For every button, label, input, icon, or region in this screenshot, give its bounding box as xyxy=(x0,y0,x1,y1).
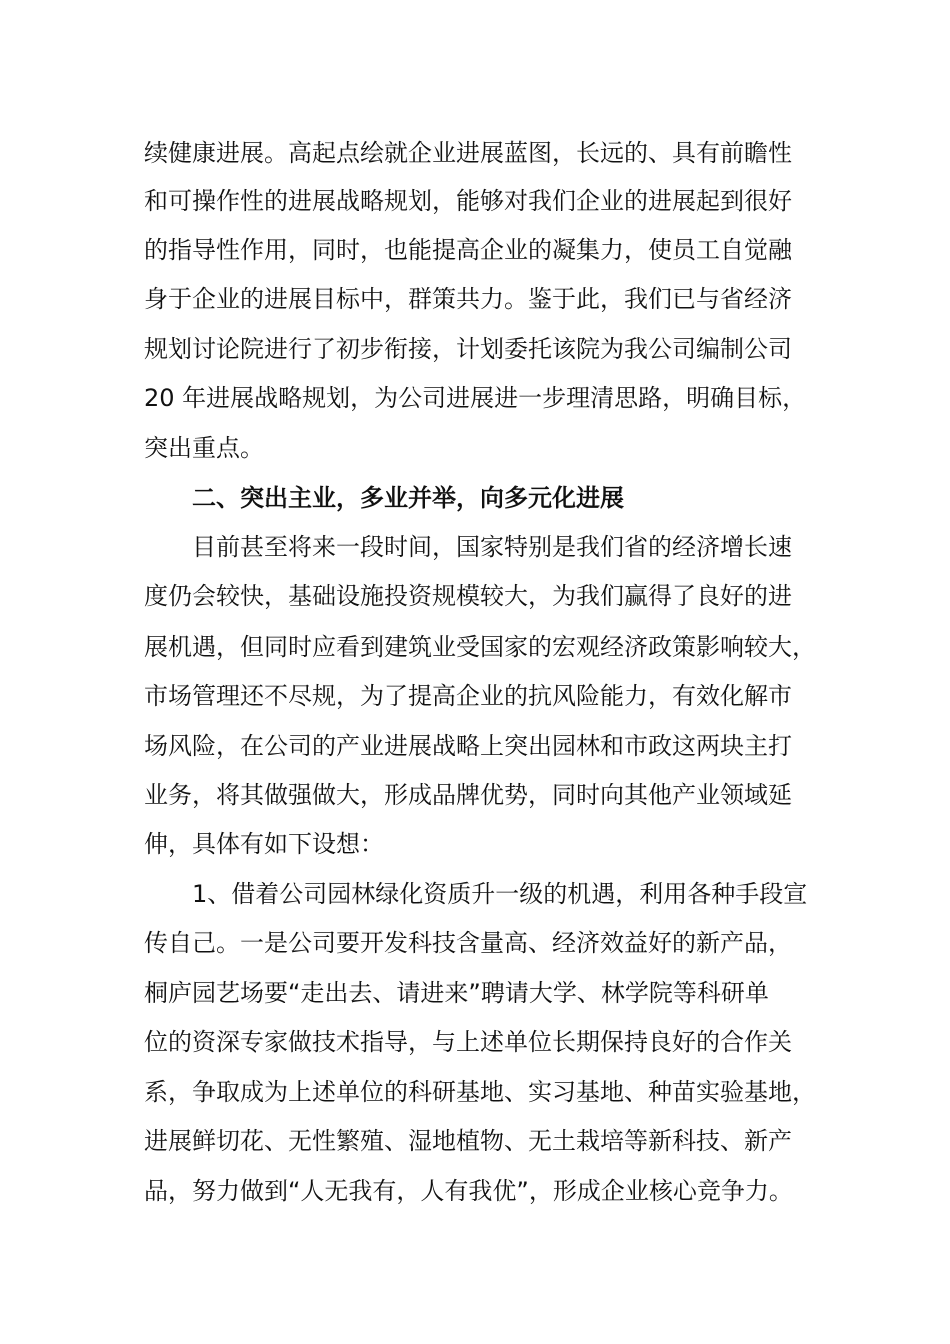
paragraph-line: 和可操作性的进展战略规划，能够对我们企业的进展起到很好 xyxy=(144,187,792,215)
paragraph-line: 续健康进展。高起点绘就企业进展蓝图，长远的、具有前瞻性 xyxy=(144,139,792,167)
paragraph-line: 桐庐园艺场要“走出去、请进来”聘请大学、林学院等科研单 xyxy=(144,979,769,1007)
paragraph-line: 度仍会较快，基础设施投资规模较大，为我们赢得了良好的进 xyxy=(144,582,792,610)
section-heading: 二、突出主业，多业并举，向多元化进展 xyxy=(192,484,624,512)
paragraph-line: 品，努力做到“人无我有，人有我优”，形成企业核心竞争力。 xyxy=(144,1177,793,1205)
paragraph-line: 伸，具体有如下设想： xyxy=(144,830,384,858)
paragraph-line: 位的资深专家做技术指导，与上述单位长期保持良好的合作关 xyxy=(144,1028,792,1056)
paragraph-line: 20 年进展战略规划，为公司进展进一步理清思路，明确目标， xyxy=(144,384,807,412)
paragraph-line: 传自己。一是公司要开发科技含量高、经济效益好的新产品， xyxy=(144,929,792,957)
paragraph-line: 系，争取成为上述单位的科研基地、实习基地、种苗实验基地， xyxy=(144,1078,816,1106)
paragraph-line: 规划讨论院进行了初步衔接，计划委托该院为我公司编制公司 xyxy=(144,335,792,363)
paragraph-line: 场风险，在公司的产业进展战略上突出园林和市政这两块主打 xyxy=(144,732,792,760)
paragraph-line: 市场管理还不尽规，为了提高企业的抗风险能力，有效化解市 xyxy=(144,682,792,710)
paragraph-line: 进展鲜切花、无性繁殖、湿地植物、无土栽培等新科技、新产 xyxy=(144,1127,792,1155)
paragraph-line: 突出重点。 xyxy=(144,434,264,462)
paragraph-line: 业务，将其做强做大，形成品牌优势，同时向其他产业领域延 xyxy=(144,781,792,809)
paragraph-line: 目前甚至将来一段时间，国家特别是我们省的经济增长速 xyxy=(192,533,792,561)
paragraph-line: 身于企业的进展目标中，群策共力。鉴于此，我们已与省经济 xyxy=(144,285,792,313)
paragraph-line: 1、借着公司园林绿化资质升一级的机遇，利用各种手段宣 xyxy=(192,880,808,908)
paragraph-line: 展机遇，但同时应看到建筑业受国家的宏观经济政策影响较大， xyxy=(144,633,816,661)
paragraph-line: 的指导性作用，同时，也能提高企业的凝集力，使员工自觉融 xyxy=(144,236,792,264)
